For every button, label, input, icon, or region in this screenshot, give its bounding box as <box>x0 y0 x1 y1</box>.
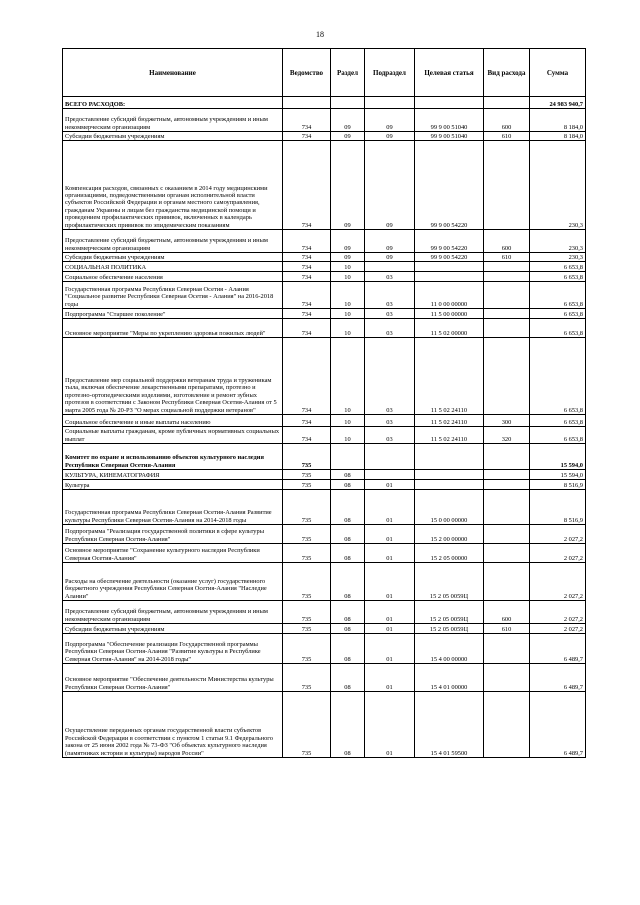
table-row <box>63 319 586 338</box>
cell-expense-type <box>484 262 530 272</box>
cell-amount: 8 516,9 <box>530 490 586 525</box>
table-row <box>63 230 586 253</box>
cell-subsection <box>365 444 415 470</box>
cell-subsection: 01 <box>365 563 415 601</box>
cell-name: Культура <box>63 480 283 490</box>
cell-subsection: 09 <box>365 230 415 253</box>
cell-subsection: 09 <box>365 109 415 132</box>
cell-amount: 2 027,2 <box>530 601 586 624</box>
cell-ministry: 735 <box>283 601 331 624</box>
cell-section: 08 <box>331 692 365 758</box>
cell-name: ВСЕГО РАСХОДОВ: <box>63 97 283 109</box>
table-row <box>63 338 586 415</box>
cell-section: 09 <box>331 230 365 253</box>
table-row <box>63 544 586 563</box>
cell-target: 15 4 00 00000 <box>415 634 484 664</box>
cell-subsection: 01 <box>365 480 415 490</box>
cell-target <box>415 262 484 272</box>
table-header-row <box>63 49 586 97</box>
cell-target <box>415 97 484 109</box>
cell-name: Субсидии бюджетным учреждениям <box>63 253 283 262</box>
cell-expense-type <box>484 544 530 563</box>
table-row <box>63 601 586 624</box>
cell-name: Предоставление мер социальной поддержки ветеранам труда и труженикам тыла, включая обеспечение лекарственными препаратами, протезно и протезно-ортопедическими изделиями, изготовление и ремонт зубных протезов в соответствии с Законом Республики Северная Осетия-Алания от 5 марта 2005 года № 20-РЗ "О мерах социальной поддержки ветеранов" <box>63 338 283 415</box>
cell-expense-type <box>484 319 530 338</box>
cell-target: 99 9 00 51040 <box>415 109 484 132</box>
table-row <box>63 415 586 427</box>
cell-target: 15 2 05 00000 <box>415 544 484 563</box>
cell-ministry: 735 <box>283 624 331 634</box>
table-row <box>63 97 586 109</box>
cell-name: Предоставление субсидий бюджетным, автономным учреждениям и иным некоммерческим организациям <box>63 109 283 132</box>
cell-name: Осуществление переданных органам государственной власти субъектов Российской Федерации в соответствии с пунктом 1 статьи 9.1 Федерального закона от 25 июня 2002 года № 73-ФЗ "Об объектах культурного наследия (памятниках истории и культуры) народов России" <box>63 692 283 758</box>
cell-expense-type: 600 <box>484 109 530 132</box>
table-row <box>63 470 586 480</box>
cell-expense-type: 300 <box>484 415 530 427</box>
cell-expense-type <box>484 444 530 470</box>
header-target: Целевая статья <box>415 49 484 97</box>
cell-amount: 15 594,0 <box>530 470 586 480</box>
cell-target: 15 2 05 0059Ц <box>415 624 484 634</box>
table-row <box>63 262 586 272</box>
cell-expense-type <box>484 664 530 692</box>
cell-target <box>415 444 484 470</box>
page-number: 18 <box>316 30 324 39</box>
header-subsection: Подраздел <box>365 49 415 97</box>
table-row <box>63 444 586 470</box>
cell-expense-type <box>484 480 530 490</box>
table-row <box>63 490 586 525</box>
cell-name: Комитет по охране и использованию объектов культурного наследия Республики Северная Осетия-Алания <box>63 444 283 470</box>
cell-subsection: 01 <box>365 525 415 544</box>
cell-ministry <box>283 97 331 109</box>
cell-subsection <box>365 97 415 109</box>
table-row <box>63 664 586 692</box>
cell-section: 09 <box>331 141 365 230</box>
header-ministry: Ведомство <box>283 49 331 97</box>
cell-ministry: 734 <box>283 230 331 253</box>
header-name: Наименование <box>63 49 283 97</box>
cell-ministry: 734 <box>283 109 331 132</box>
cell-expense-type <box>484 141 530 230</box>
cell-section <box>331 97 365 109</box>
cell-ministry: 735 <box>283 480 331 490</box>
cell-name: Расходы на обеспечение деятельности (оказание услуг) государственного бюджетного учреждения Республики Северная Осетия-Алания "Наследие Алании" <box>63 563 283 601</box>
header-expense-type: Вид расхода <box>484 49 530 97</box>
cell-subsection: 01 <box>365 664 415 692</box>
table-row <box>63 132 586 141</box>
cell-amount: 2 027,2 <box>530 563 586 601</box>
cell-subsection: 01 <box>365 634 415 664</box>
cell-subsection: 03 <box>365 319 415 338</box>
table-row <box>63 624 586 634</box>
cell-subsection <box>365 262 415 272</box>
cell-amount: 230,3 <box>530 230 586 253</box>
cell-section: 08 <box>331 544 365 563</box>
table-row <box>63 141 586 230</box>
cell-ministry: 735 <box>283 544 331 563</box>
cell-name: Субсидии бюджетным учреждениям <box>63 624 283 634</box>
cell-name: Предоставление субсидий бюджетным, автономным учреждениям и иным некоммерческим организациям <box>63 601 283 624</box>
cell-target <box>415 272 484 282</box>
cell-expense-type: 610 <box>484 132 530 141</box>
cell-section: 10 <box>331 262 365 272</box>
cell-ministry: 734 <box>283 427 331 444</box>
cell-name: Основное мероприятие "Сохранение культурного наследия Республики Северная Осетия-Алания" <box>63 544 283 563</box>
cell-amount: 6 653,8 <box>530 309 586 319</box>
budget-table <box>62 48 586 758</box>
cell-ministry: 734 <box>283 415 331 427</box>
cell-target: 15 2 05 0059Ц <box>415 563 484 601</box>
table-row <box>63 427 586 444</box>
cell-target: 11 5 02 24110 <box>415 427 484 444</box>
cell-expense-type: 600 <box>484 601 530 624</box>
cell-name: Предоставление субсидий бюджетным, автономным учреждениям и иным некоммерческим организациям <box>63 230 283 253</box>
cell-subsection <box>365 470 415 480</box>
cell-amount: 8 516,9 <box>530 480 586 490</box>
cell-expense-type <box>484 282 530 309</box>
cell-subsection: 01 <box>365 544 415 563</box>
cell-subsection: 09 <box>365 253 415 262</box>
cell-expense-type: 610 <box>484 253 530 262</box>
cell-expense-type <box>484 338 530 415</box>
cell-ministry: 734 <box>283 309 331 319</box>
cell-name: Социальное обеспечение и иные выплаты населению <box>63 415 283 427</box>
cell-section: 10 <box>331 282 365 309</box>
cell-section <box>331 444 365 470</box>
cell-expense-type <box>484 490 530 525</box>
cell-target: 15 0 00 00000 <box>415 490 484 525</box>
cell-subsection: 03 <box>365 282 415 309</box>
cell-expense-type <box>484 563 530 601</box>
cell-name: Основное мероприятие "Меры по укреплению здоровья пожилых людей" <box>63 319 283 338</box>
cell-amount: 2 027,2 <box>530 525 586 544</box>
table-row <box>63 634 586 664</box>
cell-amount: 6 653,8 <box>530 319 586 338</box>
cell-section: 09 <box>331 253 365 262</box>
cell-subsection: 01 <box>365 490 415 525</box>
cell-ministry: 735 <box>283 490 331 525</box>
cell-amount: 6 653,8 <box>530 427 586 444</box>
cell-expense-type: 600 <box>484 230 530 253</box>
cell-target: 11 5 02 24110 <box>415 415 484 427</box>
cell-expense-type: 610 <box>484 624 530 634</box>
table-row <box>63 253 586 262</box>
cell-section: 08 <box>331 480 365 490</box>
cell-target: 11 5 00 00000 <box>415 309 484 319</box>
cell-target: 11 0 00 00000 <box>415 282 484 309</box>
cell-section: 08 <box>331 525 365 544</box>
cell-section: 10 <box>331 415 365 427</box>
table-row <box>63 563 586 601</box>
table-row <box>63 272 586 282</box>
cell-target: 15 2 05 0059Ц <box>415 601 484 624</box>
cell-section: 09 <box>331 132 365 141</box>
cell-name: СОЦИАЛЬНАЯ ПОЛИТИКА <box>63 262 283 272</box>
cell-target <box>415 470 484 480</box>
cell-name: Подпрограмма "Обеспечение реализации Государственной программы Республики Северная Осетия-Алания "Развитие культуры в Республике Северная Осетия-Алания" на 2014-2018 годы" <box>63 634 283 664</box>
cell-name: Государственная программа Республики Северная Осетия - Алания "Социальное развитие Республики Северная Осетия - Алания" на 2016-2018 годы <box>63 282 283 309</box>
cell-target: 11 5 02 24110 <box>415 338 484 415</box>
cell-subsection: 09 <box>365 141 415 230</box>
cell-section: 09 <box>331 109 365 132</box>
cell-target: 15 2 00 00000 <box>415 525 484 544</box>
cell-subsection: 03 <box>365 309 415 319</box>
cell-section: 10 <box>331 427 365 444</box>
cell-section: 10 <box>331 309 365 319</box>
cell-ministry: 734 <box>283 272 331 282</box>
cell-ministry: 734 <box>283 132 331 141</box>
cell-amount: 6 489,7 <box>530 664 586 692</box>
table-row <box>63 692 586 758</box>
cell-amount: 6 489,7 <box>530 634 586 664</box>
cell-section: 08 <box>331 470 365 480</box>
cell-subsection: 01 <box>365 601 415 624</box>
cell-amount: 8 184,0 <box>530 132 586 141</box>
cell-subsection: 03 <box>365 427 415 444</box>
cell-target <box>415 480 484 490</box>
cell-section: 08 <box>331 664 365 692</box>
cell-target: 15 4 01 59500 <box>415 692 484 758</box>
cell-expense-type <box>484 97 530 109</box>
cell-section: 10 <box>331 319 365 338</box>
cell-ministry: 735 <box>283 563 331 601</box>
cell-section: 08 <box>331 624 365 634</box>
cell-section: 08 <box>331 601 365 624</box>
cell-ministry: 735 <box>283 444 331 470</box>
cell-target: 99 9 00 51040 <box>415 132 484 141</box>
cell-amount: 6 653,8 <box>530 338 586 415</box>
cell-amount: 230,3 <box>530 253 586 262</box>
cell-ministry: 734 <box>283 282 331 309</box>
cell-target: 15 4 01 00000 <box>415 664 484 692</box>
cell-ministry: 734 <box>283 319 331 338</box>
cell-subsection: 03 <box>365 338 415 415</box>
table-row <box>63 525 586 544</box>
cell-section: 08 <box>331 490 365 525</box>
cell-name: Подпрограмма "Реализация государственной политики в сфере культуры Республики Северная Осетия-Алания" <box>63 525 283 544</box>
header-section: Раздел <box>331 49 365 97</box>
header-amount: Сумма <box>530 49 586 97</box>
cell-subsection: 09 <box>365 132 415 141</box>
cell-name: Субсидии бюджетным учреждениям <box>63 132 283 141</box>
cell-expense-type <box>484 525 530 544</box>
cell-amount: 6 653,8 <box>530 272 586 282</box>
cell-expense-type <box>484 692 530 758</box>
cell-name: Социальное обеспечение населения <box>63 272 283 282</box>
cell-name: Основное мероприятие "Обеспечение деятельности Министерства культуры Республики Северная Осетия-Алания" <box>63 664 283 692</box>
cell-amount: 6 653,8 <box>530 262 586 272</box>
cell-ministry: 734 <box>283 338 331 415</box>
cell-target: 99 9 00 54220 <box>415 141 484 230</box>
cell-expense-type <box>484 634 530 664</box>
cell-name: КУЛЬТУРА, КИНЕМАТОГРАФИЯ <box>63 470 283 480</box>
cell-amount: 2 027,2 <box>530 624 586 634</box>
cell-target: 99 9 00 54220 <box>415 230 484 253</box>
cell-amount: 230,3 <box>530 141 586 230</box>
cell-amount: 15 594,0 <box>530 444 586 470</box>
cell-ministry: 735 <box>283 634 331 664</box>
table-row <box>63 109 586 132</box>
cell-amount: 8 184,0 <box>530 109 586 132</box>
cell-name: Подпрограмма "Старшее поколение" <box>63 309 283 319</box>
cell-expense-type <box>484 272 530 282</box>
cell-subsection: 03 <box>365 415 415 427</box>
cell-ministry: 735 <box>283 525 331 544</box>
cell-target: 99 9 00 54220 <box>415 253 484 262</box>
cell-ministry: 735 <box>283 664 331 692</box>
cell-amount: 6 653,8 <box>530 282 586 309</box>
cell-ministry: 735 <box>283 692 331 758</box>
cell-ministry: 734 <box>283 253 331 262</box>
cell-ministry: 734 <box>283 141 331 230</box>
cell-name: Компенсация расходов, связанных с оказанием в 2014 году медицинскими организациями, подведомственными органам исполнительной власти субъектов Российской Федерации и органам местного самоуправления, гражданам Украины и лицам без гражданства медицинской помощи и проведением профилактических прививок, включенных в календарь профилактических прививок по эпидемическим показаниям <box>63 141 283 230</box>
cell-section: 10 <box>331 272 365 282</box>
cell-expense-type: 320 <box>484 427 530 444</box>
cell-name: Государственная программа Республики Северная Осетия-Алания Развитие культуры Республики Северная Осетия-Алания на 2014-2018 годы <box>63 490 283 525</box>
cell-name: Социальные выплаты гражданам, кроме публичных нормативных социальных выплат <box>63 427 283 444</box>
cell-target: 11 5 02 00000 <box>415 319 484 338</box>
cell-amount: 24 983 940,7 <box>530 97 586 109</box>
table-row <box>63 309 586 319</box>
cell-section: 10 <box>331 338 365 415</box>
cell-expense-type <box>484 470 530 480</box>
cell-subsection: 01 <box>365 624 415 634</box>
cell-amount: 6 653,8 <box>530 415 586 427</box>
cell-ministry: 734 <box>283 262 331 272</box>
cell-amount: 2 027,2 <box>530 544 586 563</box>
cell-subsection: 01 <box>365 692 415 758</box>
cell-section: 08 <box>331 634 365 664</box>
cell-ministry: 735 <box>283 470 331 480</box>
cell-expense-type <box>484 309 530 319</box>
cell-subsection: 03 <box>365 272 415 282</box>
cell-amount: 6 489,7 <box>530 692 586 758</box>
table-row <box>63 282 586 309</box>
table-row <box>63 480 586 490</box>
cell-section: 08 <box>331 563 365 601</box>
